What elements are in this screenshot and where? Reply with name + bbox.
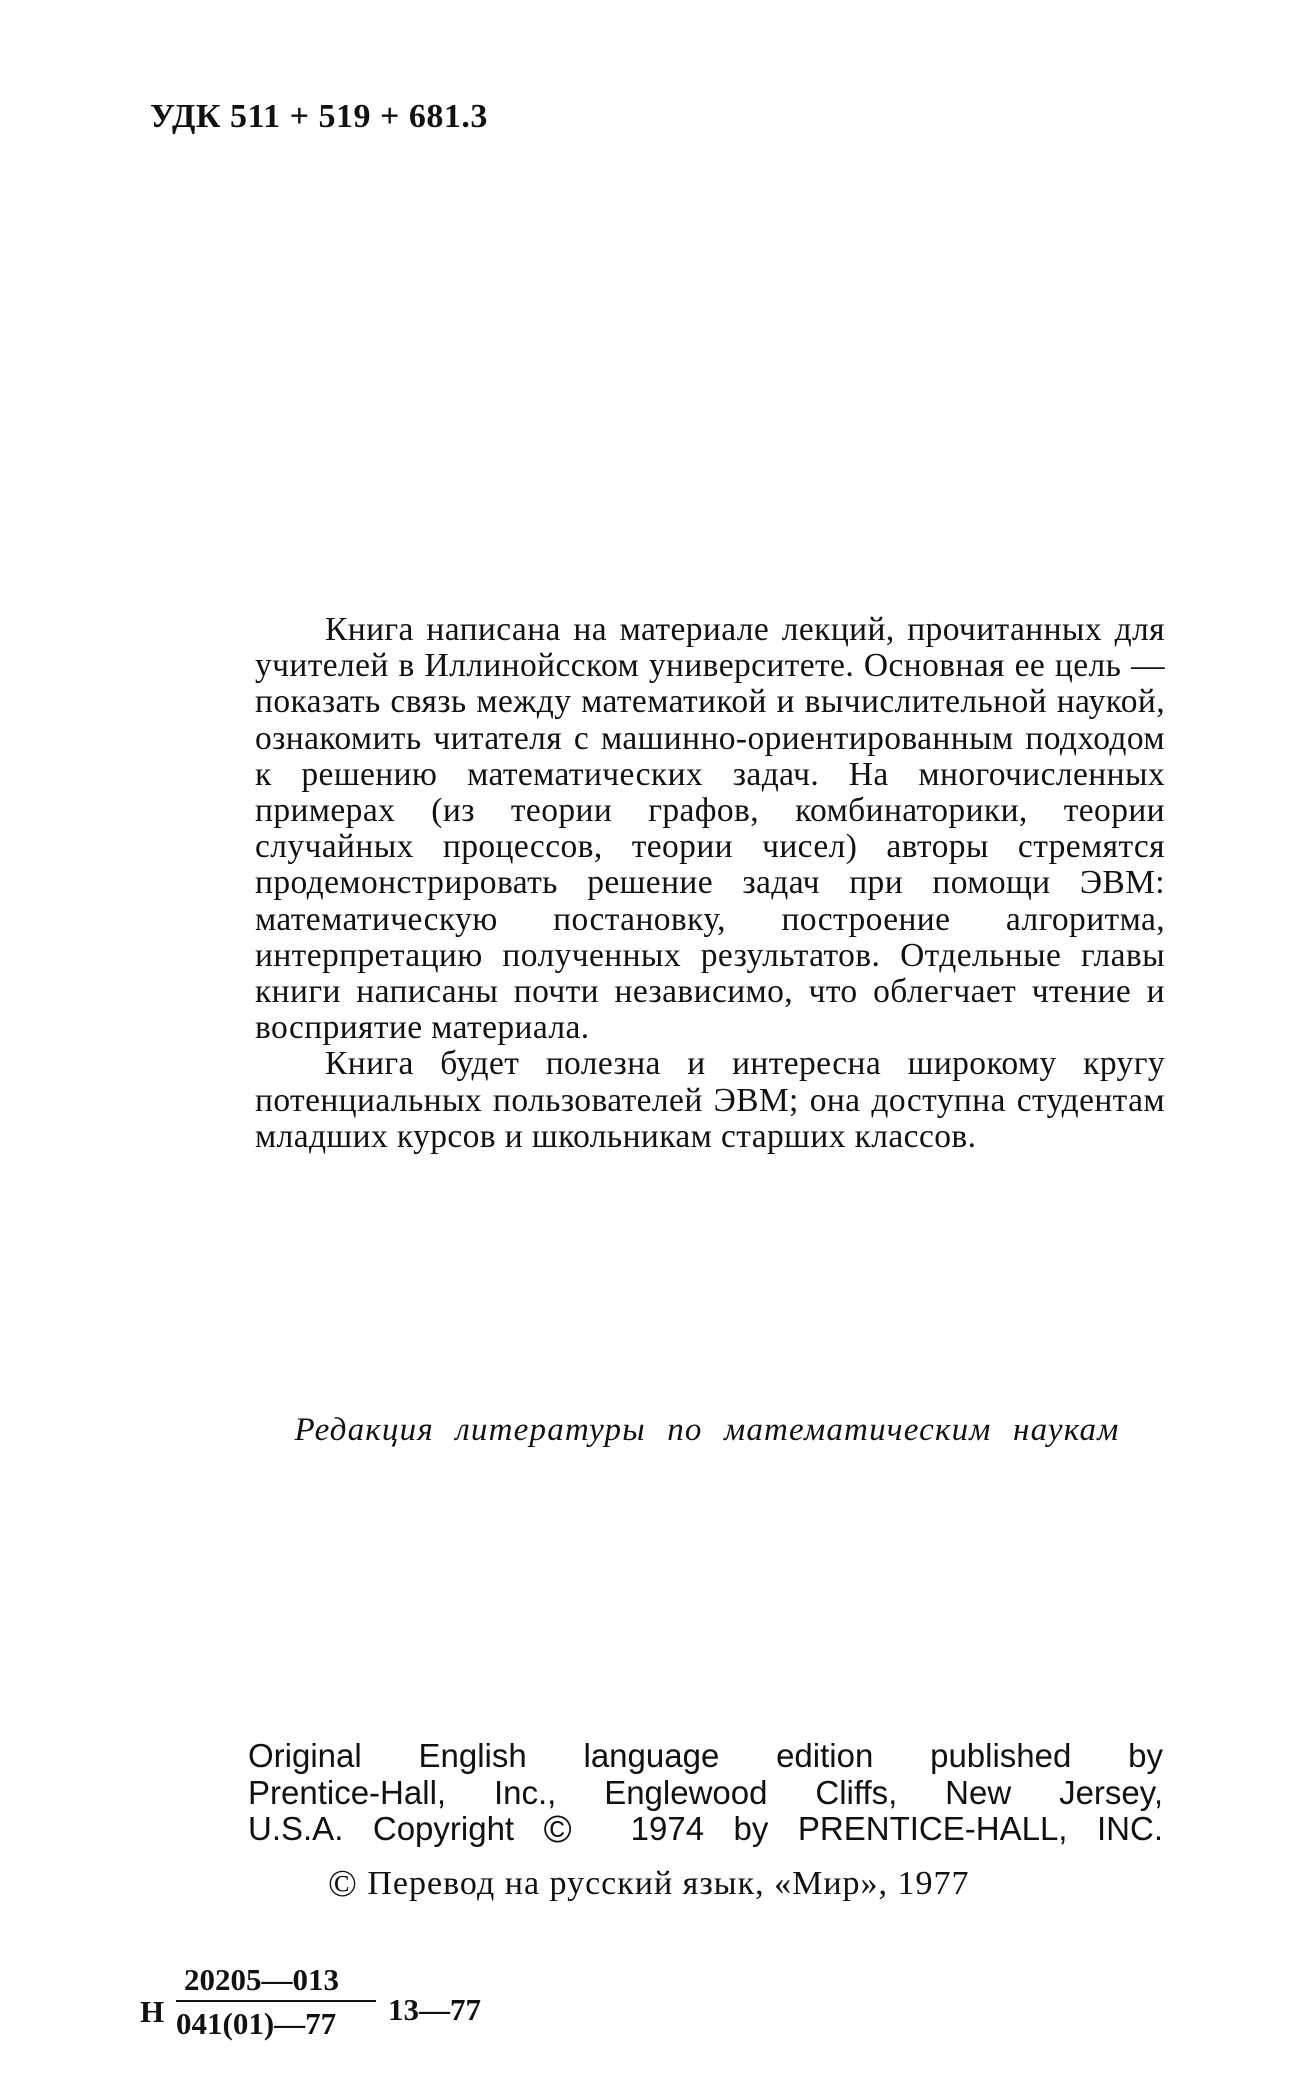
annotation-paragraph: Книга написана на материале лекций, прочитанных для учителей в Иллинойсском университете. Основная ее цель — показать связь между математикой и вычислительной наукой, ознакомить читателя с машинно-ориентированным подходом к решению математических задач. На многочисленных примерах (из теории графов, комбинаторики, теории случайных процессов, теории чисел) авторы стремятся продемонстрировать решение задач при помощи ЭВМ: математическую постановку, построение алгоритма, интерпретацию полученных результатов. Отдельные главы книги написаны почти независимо, что облегчает чтение и восприятие материала. xyxy=(255,611,1165,1047)
editorial-imprint: Редакция литературы по математическим наукам xyxy=(294,1412,1120,1448)
original-edition-notice xyxy=(248,1738,1163,1849)
udk-classification: УДК 511 + 519 + 681.3 xyxy=(150,98,488,135)
copyright-icon: © xyxy=(328,1863,358,1905)
fraction-bar xyxy=(176,2000,376,2002)
copyright-label: U.S.A. Copyright xyxy=(248,1810,515,1847)
copyright-holder: 1974 by PRENTICE-HALL, INC. xyxy=(630,1810,1163,1847)
translation-copyright xyxy=(328,1862,970,1906)
copyright-icon: © xyxy=(543,1809,572,1851)
original-edition-line: Prentice-Hall, Inc., Englewood Cliffs, New Jersey, xyxy=(248,1773,1163,1811)
annotation-paragraph: Книга будет полезна и интересна широкому кругу потенциальных пользователей ЭВМ; она доступна студентам младших курсов и школьникам старших классов. xyxy=(255,1045,1165,1155)
index-suffix: 13—77 xyxy=(388,1992,481,2027)
index-letter: Н xyxy=(140,1994,165,2029)
original-edition-line: Original English language edition published by xyxy=(248,1737,1163,1774)
translation-text: Перевод на русский язык, «Мир», 1977 xyxy=(367,1865,970,1902)
original-edition-line xyxy=(248,1811,1163,1849)
book-annotation xyxy=(255,612,1165,1155)
index-numerator: 20205—013 xyxy=(184,1962,339,1997)
index-denominator: 041(01)—77 xyxy=(176,2006,337,2041)
